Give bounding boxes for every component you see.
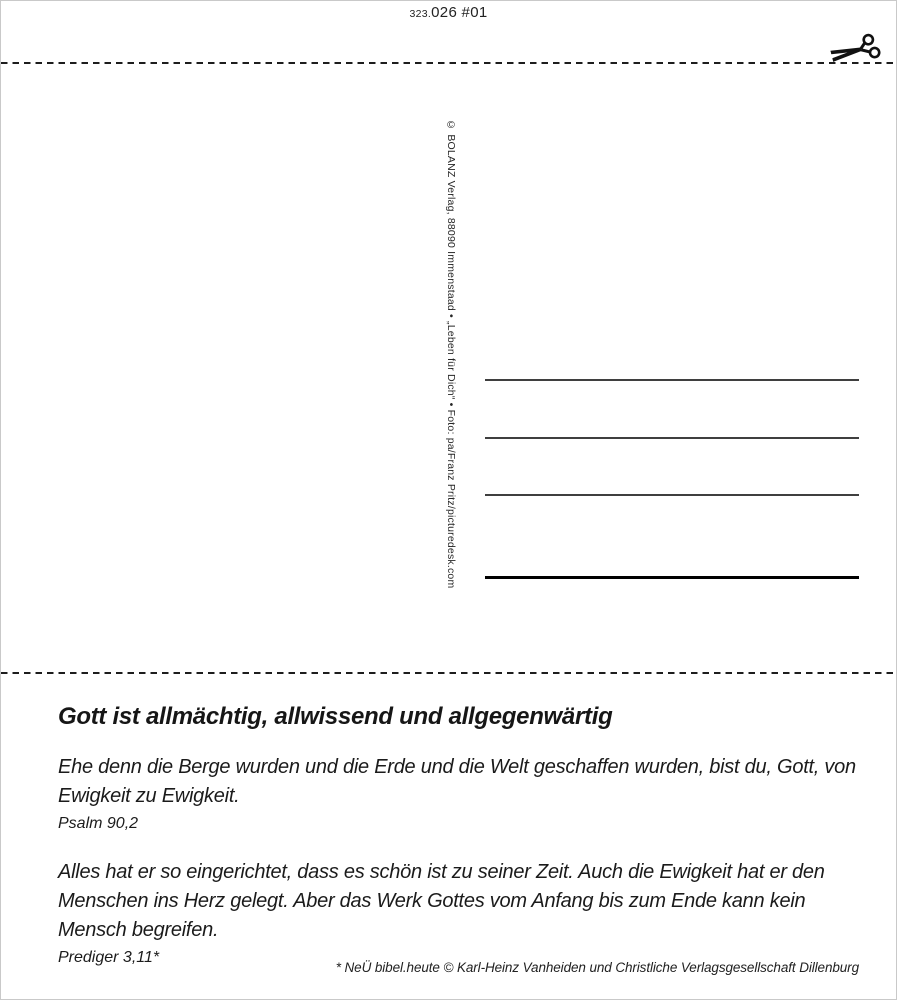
address-line [485,379,859,381]
catalog-number-prefix: 323. [409,8,432,20]
verse-text-prediger: Alles hat er so eingerichtet, dass es schön ist zu seiner Zeit. Auch die Ewigkeit hat er den Menschen ins Herz gelegt. Aber das Werk Gottes vom Anfang bis zum Ende kann kein Mensch begreifen. [58,861,825,941]
verse-title: Gott ist allmächtig, allwissend und allgegenwärtig [58,703,613,730]
address-line [485,437,859,439]
catalog-number-main: 026 #01 [431,4,488,21]
verse-reference-prediger: Prediger 3,11* [58,949,160,966]
translation-footnote: * NeÜ bibel.heute © Karl-Heinz Vanheiden und Christliche Verlagsgesellschaft Dillenburg [335,960,859,975]
cut-line-top [1,62,896,64]
verse-text-psalm: Ehe denn die Berge wurden und die Erde und die Welt geschaffen wurden, bist du, Gott, von Ewigkeit zu Ewigkeit. [58,756,856,807]
address-line-bold [485,576,859,579]
address-line [485,494,859,496]
verse-reference-psalm: Psalm 90,2 [58,815,139,832]
scissors-icon [828,28,888,72]
cut-line-bottom [1,672,896,674]
publisher-credit: © BOLANZ Verlag, 88090 Immenstaad • „Leben für Dich“ • Foto: pa/Franz Pritz/picturedesk.com [445,119,457,589]
catalog-number [1,4,896,22]
verse-block [58,701,857,968]
